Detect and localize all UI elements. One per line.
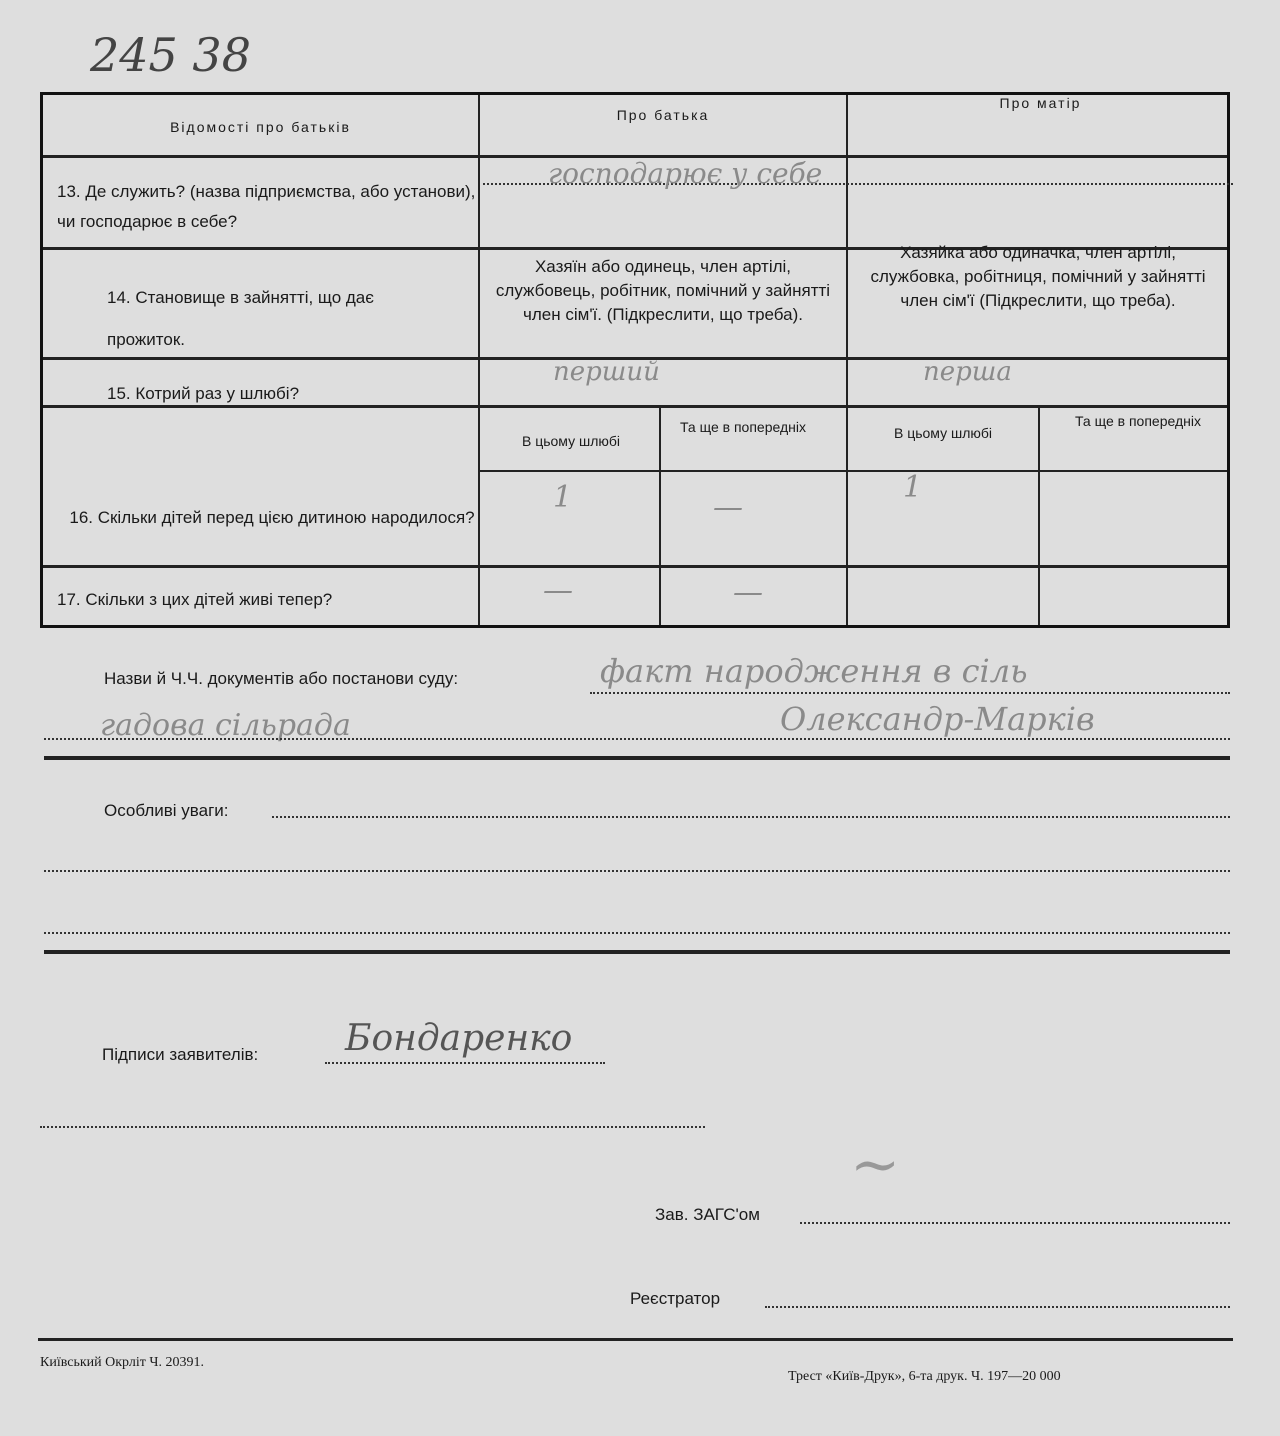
row-15-label: 15. Котрий раз у шлюбі? (107, 384, 300, 403)
row-16-value-2: — (713, 490, 743, 525)
row-13-father-value: господарює у себе (548, 157, 823, 190)
row-16-subheader-father-current: В цьому шлюбі (521, 433, 621, 449)
footer-right: Трест «Київ-Друк», 6-та друк. Ч. 197—20 000 (788, 1369, 1061, 1384)
row-14-father: Хазяїн або одинець, член артілі, службовець, робітник, помічний у зайнятті член сім'ї. (Підкреслити, що треба). (495, 257, 831, 324)
header-label: Відомості про батьків (170, 119, 351, 135)
row-16-value-1: 1 (553, 480, 573, 515)
head-label: Зав. ЗАГС'ом (655, 1205, 760, 1224)
footer-left: Київський Окрліт Ч. 20391. (40, 1355, 204, 1370)
registrar-label: Реєстратор (630, 1289, 721, 1308)
documents-handwritten-3: Олександр-Марків (780, 700, 1095, 738)
row-16-value-3: 1 (903, 470, 923, 505)
notes-line (272, 816, 1230, 818)
row-14-label: 14. Становище в зайнятті, що дає прожиток. (107, 288, 374, 349)
row-17-value-2: — (733, 575, 763, 610)
signatures-label: Підписи заявителів: (102, 1045, 259, 1064)
row-15-mother-value: перша (923, 357, 1012, 387)
head-signature: ~ (850, 1130, 901, 1200)
row-16-label: 16. Скільки дітей перед цією дитиною народилося? (69, 508, 475, 527)
row-16-subheader-father-previous: Та ще в попередніх (680, 419, 806, 435)
notes-label: Особливі уваги: (104, 801, 229, 820)
row-16-subheader-mother-previous: Та ще в попередніх (1075, 413, 1201, 429)
documents-handwritten-2: гадова сільрада (100, 708, 351, 743)
row-16-subheader-mother-current: В цьому шлюбі (893, 425, 993, 441)
row-17-value-1: — (543, 573, 573, 608)
row-17-label: 17. Скільки з цих дітей живі тепер? (57, 590, 333, 609)
signatures-handwritten: Бондаренко (345, 1018, 573, 1059)
handwritten-number: 245 38 (90, 28, 251, 82)
row-15-father-value: перший (553, 357, 660, 387)
documents-handwritten-1: факт народження в сіль (600, 652, 1028, 690)
header-mother: Про матір (999, 95, 1082, 111)
documents-label: Назви й Ч.Ч. документів або постанови суду: (104, 669, 459, 688)
parents-info-table (40, 92, 1230, 628)
row-13-label: 13. Де служить? (назва підприємства, або установи), чи господарює в себе? (57, 182, 476, 231)
row-14-mother: Хазяйка або одиначка, член артілі, службовка, робітниця, помічний у зайнятті член сім'ї (Підкреслити, що треба). (870, 243, 1206, 310)
header-father: Про батька (616, 107, 710, 123)
